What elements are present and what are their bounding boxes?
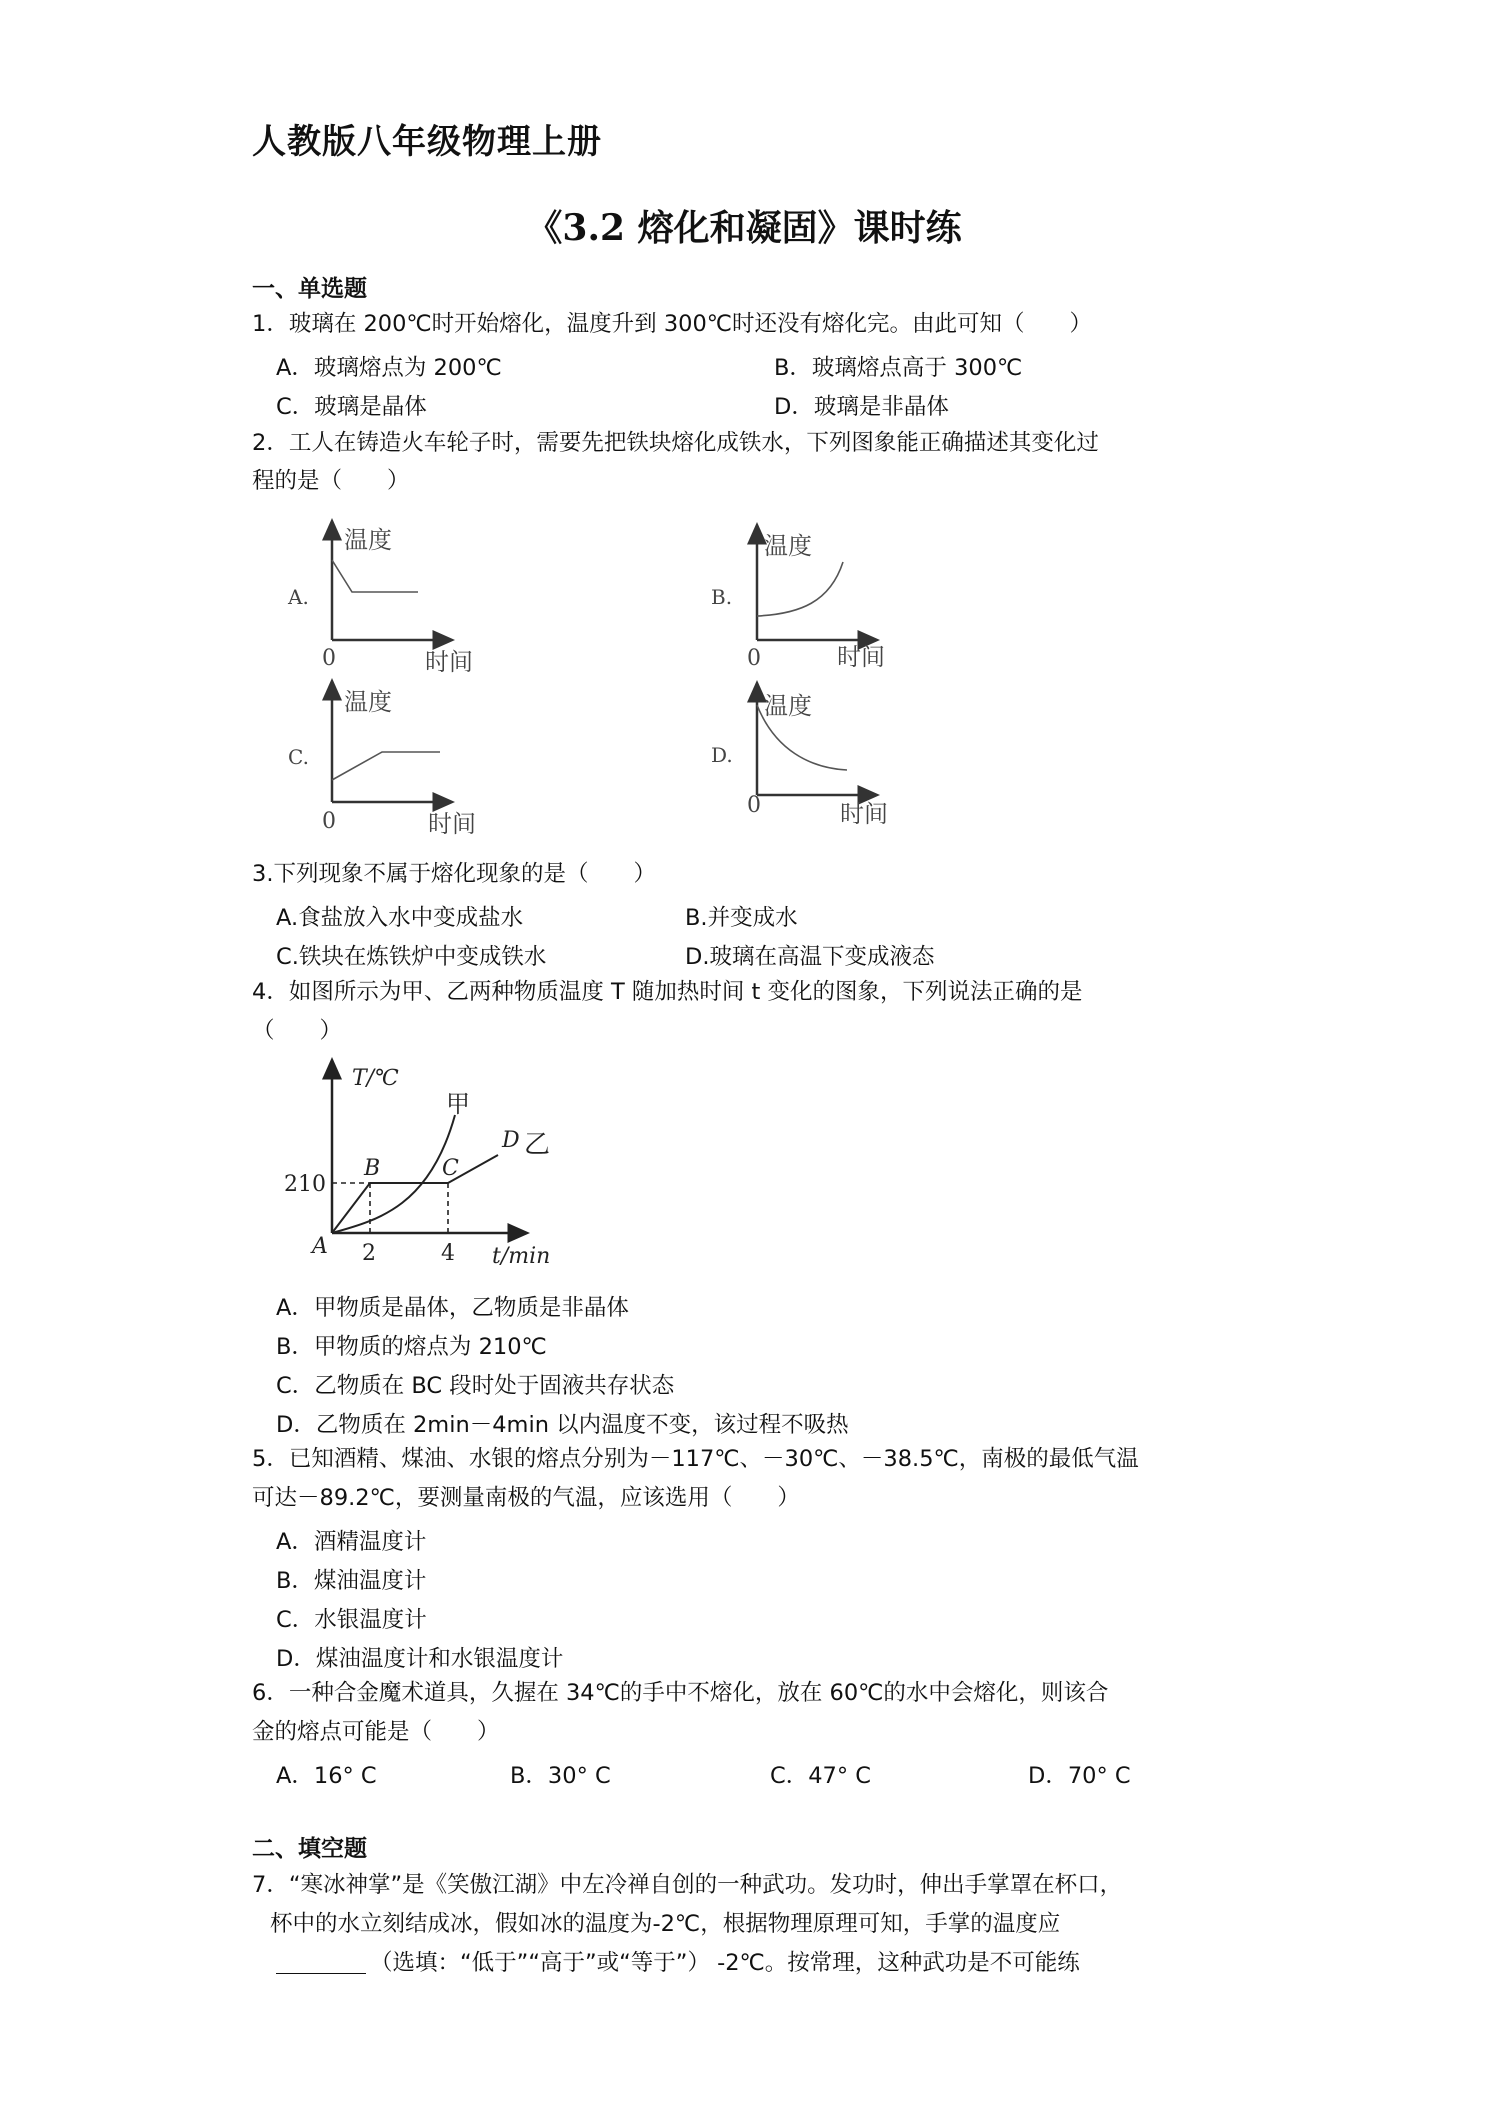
q7-answer-blank[interactable] <box>276 1949 366 1974</box>
graph-a-y-label: 温度 <box>344 526 392 554</box>
q4-option-d: D．乙物质在 2min－4min 以内温度不变，该过程不吸热 <box>276 1412 849 1438</box>
q2-stem-line1: 2．工人在铸造火车轮子时，需要先把铁块熔化成铁水，下列图象能正确描述其变化过 <box>252 430 1099 456</box>
graph-option-c <box>288 688 476 838</box>
q4-label-yi: 乙 <box>524 1130 551 1160</box>
q2-graphs <box>270 510 930 850</box>
q1-option-a: A．玻璃熔点为 200℃ <box>276 355 502 381</box>
q4-x-tick-2: 2 <box>362 1241 376 1266</box>
graph-c-label: C. <box>288 745 309 769</box>
graph-a-x-label: 时间 <box>425 648 473 676</box>
graph-b-label: B. <box>711 585 733 609</box>
q4-stem-line1: 4．如图所示为甲、乙两种物质温度 T 随加热时间 t 变化的图象，下列说法正确的是 <box>252 979 1083 1005</box>
q2-stem-line2: 程的是（ ） <box>252 468 410 494</box>
q4-x-tick-4: 4 <box>441 1241 455 1266</box>
q7-line1: 7．“寒冰神掌”是《笑傲江湖》中左冷禅自创的一种武功。发功时，伸出手掌罩在杯口， <box>252 1872 1123 1898</box>
q1-stem: 1．玻璃在 200℃时开始熔化，温度升到 300℃时还没有熔化完。由此可知（ ） <box>252 311 1093 337</box>
graph-b-x-label: 时间 <box>837 643 885 671</box>
q6-option-b: B．30° C <box>510 1763 611 1789</box>
graph-d-label: D. <box>711 743 733 767</box>
course-header: 人教版八年级物理上册 <box>252 122 602 162</box>
q1-option-b: B．玻璃熔点高于 300℃ <box>774 355 1023 381</box>
graph-d-origin: 0 <box>747 793 761 818</box>
q7-line3: （选填：“低于”“高于”或“等于”） -2℃。按常理，这种武功是不可能练 <box>370 1950 1080 1976</box>
graph-b-curve <box>757 562 843 616</box>
q5-stem-line2: 可达－89.2℃，要测量南极的气温，应该选用（ ） <box>252 1485 800 1511</box>
lesson-title: 《3.2 熔化和凝固》课时练 <box>526 207 962 249</box>
q5-option-c: C．水银温度计 <box>276 1607 427 1633</box>
q5-option-b: B．煤油温度计 <box>276 1568 427 1594</box>
graph-option-a <box>287 526 473 676</box>
q4-point-c: C <box>442 1156 459 1181</box>
section-title-fill-in: 二、填空题 <box>252 1836 367 1862</box>
q4-option-c: C．乙物质在 BC 段时处于固液共存状态 <box>276 1373 675 1399</box>
q4-y-tick-210: 210 <box>284 1172 326 1197</box>
q4-point-d: D <box>502 1128 520 1153</box>
q6-option-c: C．47° C <box>770 1763 871 1789</box>
q1-option-d: D．玻璃是非晶体 <box>774 394 949 420</box>
graph-c-origin: 0 <box>322 809 336 834</box>
graph-b-origin: 0 <box>747 646 761 671</box>
q6-option-d: D．70° C <box>1028 1763 1131 1789</box>
q3-option-d: D.玻璃在高温下变成液态 <box>685 944 935 970</box>
q4-option-b: B．甲物质的熔点为 210℃ <box>276 1334 547 1360</box>
graph-b-y-label: 温度 <box>764 532 812 560</box>
q6-option-a: A．16° C <box>276 1763 377 1789</box>
q3-option-a: A.食盐放入水中变成盐水 <box>276 905 524 931</box>
graph-c-y-label: 温度 <box>344 688 392 716</box>
q4-stem-line2: （ ） <box>252 1018 343 1044</box>
q3-option-b: B.并变成水 <box>685 905 798 931</box>
q4-point-a: A <box>312 1234 328 1259</box>
graph-a-origin: 0 <box>322 646 336 671</box>
q7-line2: 杯中的水立刻结成冰，假如冰的温度为-2℃，根据物理原理可知，手掌的温度应 <box>270 1911 1061 1937</box>
q3-option-c: C.铁块在炼铁炉中变成铁水 <box>276 944 547 970</box>
q7-line3-wrap <box>276 1944 1080 1983</box>
q4-label-jia: 甲 <box>446 1090 470 1118</box>
q6-stem-line2: 金的熔点可能是（ ） <box>252 1719 500 1745</box>
section-title-single-choice: 一、单选题 <box>252 276 367 302</box>
graph-a-label: A. <box>288 585 309 609</box>
q4-temperature-time-graph <box>270 1055 570 1275</box>
q4-point-b: B <box>364 1156 381 1181</box>
q4-curve-yi <box>332 1155 498 1233</box>
graph-d-y-label: 温度 <box>764 692 812 720</box>
graph-option-b <box>711 532 885 671</box>
q6-stem-line1: 6．一种合金魔术道具，久握在 34℃的手中不熔化，放在 60℃的水中会熔化，则该合 <box>252 1680 1109 1706</box>
q4-option-a: A．甲物质是晶体，乙物质是非晶体 <box>276 1295 629 1321</box>
graph-c-curve <box>332 752 440 780</box>
q5-option-a: A．酒精温度计 <box>276 1529 427 1555</box>
graph-d-x-label: 时间 <box>840 800 888 828</box>
graph-a-curve <box>332 560 418 592</box>
q5-option-d: D．煤油温度计和水银温度计 <box>276 1646 564 1672</box>
q5-stem-line1: 5．已知酒精、煤油、水银的熔点分别为－117℃、－30℃、－38.5℃，南极的最低气温 <box>252 1446 1139 1472</box>
q4-x-label: t/min <box>492 1244 551 1269</box>
q4-y-label: T/℃ <box>352 1066 399 1091</box>
q4-curve-jia <box>332 1115 455 1233</box>
graph-c-x-label: 时间 <box>428 810 476 838</box>
q1-option-c: C．玻璃是晶体 <box>276 394 427 420</box>
q3-stem: 3.下列现象不属于熔化现象的是（ ） <box>252 861 656 887</box>
graph-option-d <box>711 690 888 828</box>
